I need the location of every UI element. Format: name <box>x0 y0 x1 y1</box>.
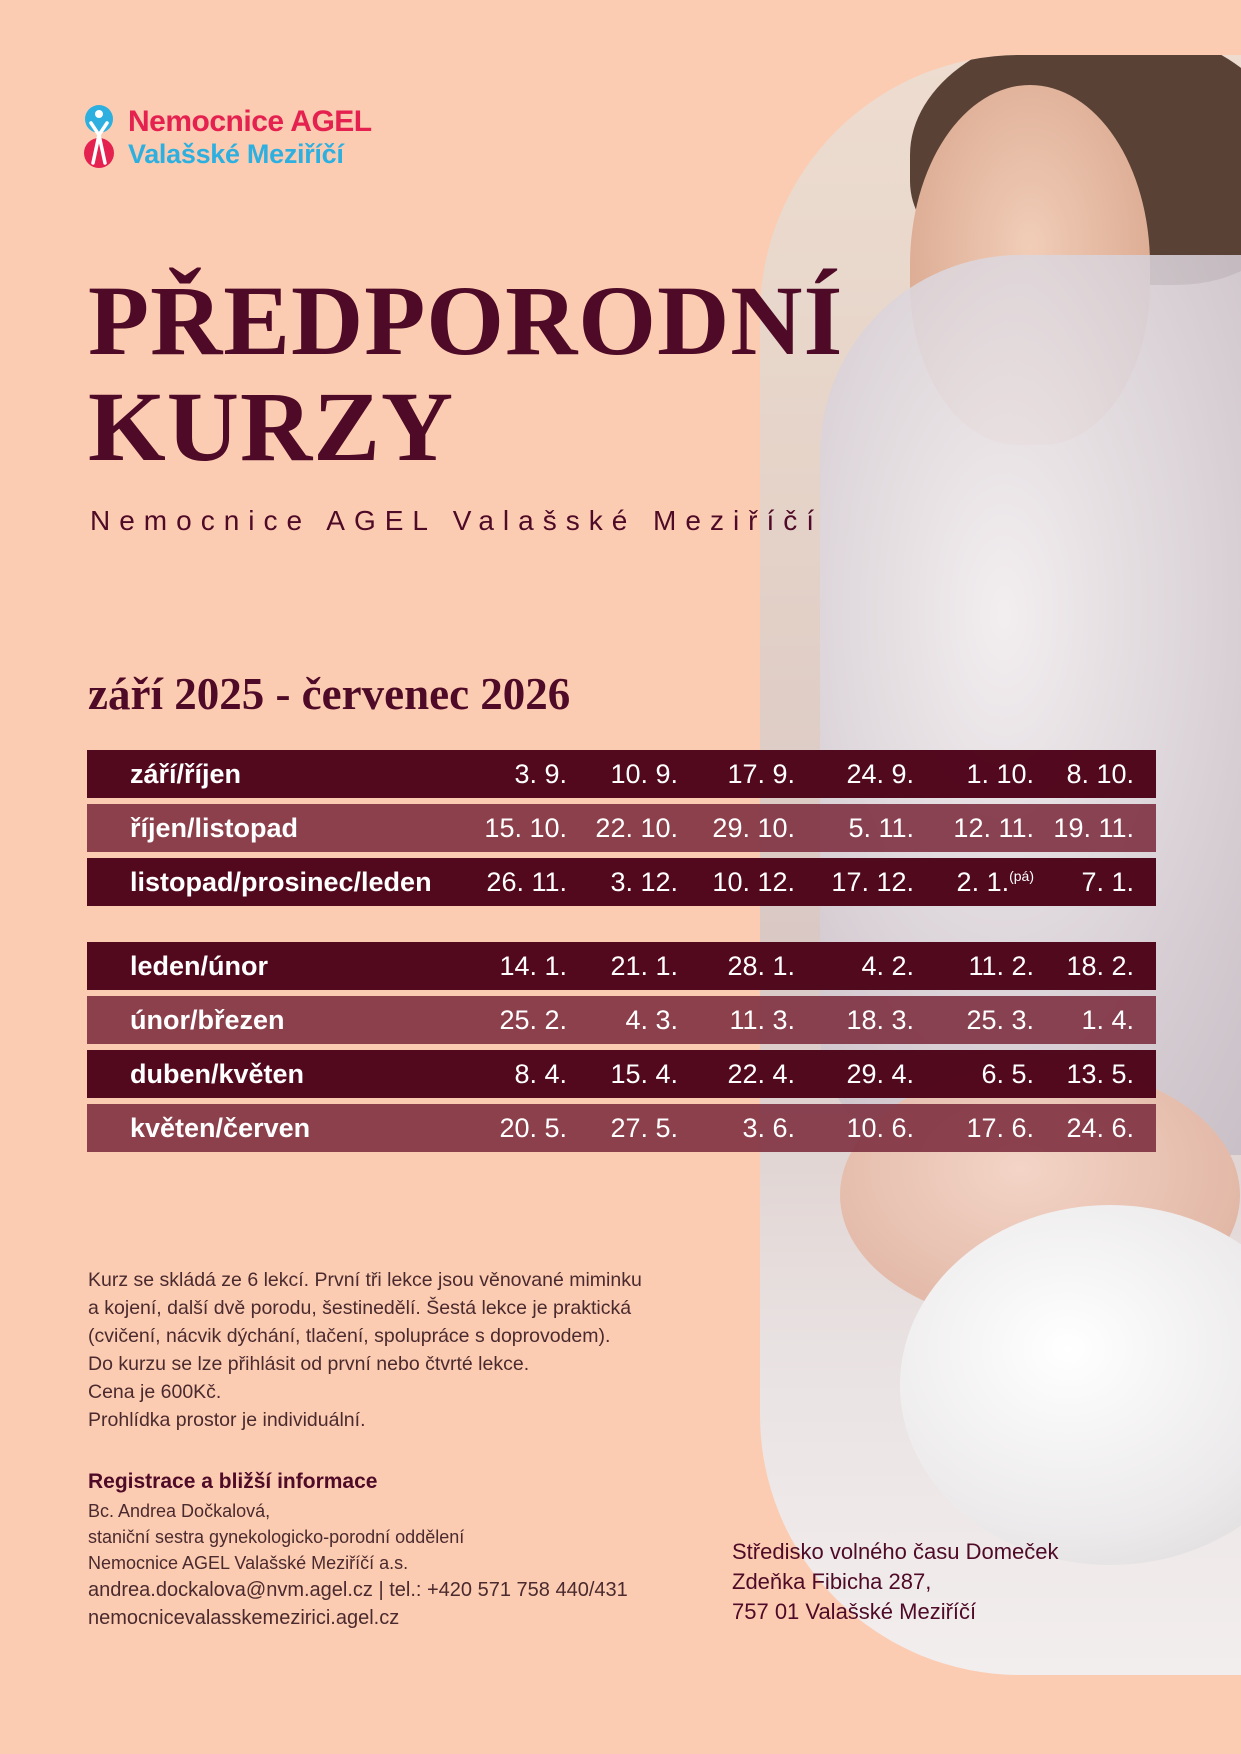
date-cell: 17. 9. <box>727 759 795 789</box>
date-cell: 19. 11. <box>1053 813 1134 843</box>
page-title <box>88 265 844 482</box>
date-cell: 11. 3. <box>729 1005 795 1035</box>
date-cell: 25. 2. <box>499 1005 567 1035</box>
venue-address <box>732 1537 1059 1627</box>
row-label: duben/květen <box>130 1059 305 1089</box>
date-cell: 20. 5. <box>499 1113 567 1143</box>
schedule-table <box>87 750 1156 1158</box>
venue-line-2: Zdeňka Fibicha 287, <box>732 1569 932 1594</box>
date-cell: 14. 1. <box>499 951 567 981</box>
date-cell: 15. 4. <box>610 1059 678 1089</box>
date-cell: 5. 11. <box>848 813 914 843</box>
contact-heading: Registrace a bližší informace <box>88 1470 378 1493</box>
row-label: květen/červen <box>130 1113 311 1143</box>
info-line: (cvičení, nácvik dýchání, tlačení, spolupráce s doprovodem). <box>88 1325 611 1347</box>
date-cell: 17. 6. <box>966 1113 1034 1143</box>
date-cell: 17. 12. <box>831 867 914 897</box>
date-cell: 4. 3. <box>625 1005 678 1035</box>
schedule-row <box>87 804 1156 852</box>
date-cell: 7. 1. <box>1081 867 1134 897</box>
info-line: Cena je 600Kč. <box>88 1381 222 1403</box>
contact-role: staniční sestra gynekologicko-porodní oddělení <box>88 1527 465 1547</box>
date-cell: 11. 2. <box>968 951 1034 981</box>
date-cell: 25. 3. <box>966 1005 1034 1035</box>
contact-block <box>88 1470 728 1632</box>
date-cell: 29. 4. <box>846 1059 914 1089</box>
contact-website[interactable]: nemocnicevalasskemezirici.agel.cz <box>88 1607 400 1629</box>
date-cell: 3. 12. <box>610 867 678 897</box>
contact-organization: Nemocnice AGEL Valašské Meziříčí a.s. <box>88 1553 409 1573</box>
season-heading: září 2025 - červenec 2026 <box>88 669 571 719</box>
schedule-row <box>87 996 1156 1044</box>
date-cell: 4. 2. <box>861 951 914 981</box>
date-cell: 12. 11. <box>953 813 1034 843</box>
info-line: Do kurzu se lze přihlásit od první nebo čtvrté lekce. <box>88 1353 530 1375</box>
date-cell: 10. 9. <box>610 759 678 789</box>
info-line: a kojení, další dvě porodu, šestinedělí. Šestá lekce je praktická <box>88 1297 632 1319</box>
contact-email-phone[interactable]: andrea.dockalova@nvm.agel.cz | tel.: +420 571 758 440/431 <box>88 1579 628 1601</box>
date-cell-with-note <box>934 858 1034 906</box>
info-line: Kurz se skládá ze 6 lekcí. První tři lekce jsou věnované miminku <box>88 1269 642 1291</box>
venue-line-1: Středisko volného času Domeček <box>732 1539 1059 1564</box>
row-label: leden/únor <box>130 951 269 981</box>
date-cell: 24. 6. <box>1066 1113 1134 1143</box>
schedule-row <box>87 750 1156 798</box>
date-cell: 28. 1. <box>727 951 795 981</box>
schedule-row <box>87 942 1156 990</box>
date-cell: 8. 4. <box>514 1059 567 1089</box>
row-label: říjen/listopad <box>130 813 299 843</box>
date-cell: 21. 1. <box>610 951 678 981</box>
date-cell: 18. 2. <box>1066 951 1134 981</box>
row-label: září/říjen <box>130 759 242 789</box>
date-cell: 10. 12. <box>712 867 795 897</box>
course-info <box>88 1266 728 1434</box>
schedule-row <box>87 858 1156 906</box>
contact-name: Bc. Andrea Dočkalová, <box>88 1501 271 1521</box>
date-cell: 8. 10. <box>1066 759 1134 789</box>
logo-line-1: Nemocnice AGEL <box>128 105 372 138</box>
date-cell: 26. 11. <box>486 867 567 897</box>
date-cell: 6. 5. <box>981 1059 1034 1089</box>
date-cell: 18. 3. <box>846 1005 914 1035</box>
subtitle: Nemocnice AGEL Valašské Meziříčí <box>90 505 824 536</box>
date-cell: 27. 5. <box>610 1113 678 1143</box>
friday-note: (pá) <box>1009 868 1034 884</box>
row-label: únor/březen <box>130 1005 285 1035</box>
date-cell: 24. 9. <box>846 759 914 789</box>
page-title-line-1: PŘEDPORODNÍ <box>88 265 844 376</box>
date-cell: 1. 10. <box>966 759 1034 789</box>
venue-line-3: 757 01 Valašské Meziříčí <box>732 1599 977 1624</box>
date-cell: 10. 6. <box>846 1113 914 1143</box>
schedule-row <box>87 1050 1156 1098</box>
date-cell: 15. 10. <box>484 813 567 843</box>
date-cell: 3. 6. <box>742 1113 795 1143</box>
date-cell: 3. 9. <box>514 759 567 789</box>
info-line: Prohlídka prostor je individuální. <box>88 1409 366 1431</box>
logo-line-2: Valašské Meziříčí <box>128 139 344 169</box>
date-cell: 13. 5. <box>1066 1059 1134 1089</box>
date-value: 2. 1. <box>956 867 1010 897</box>
date-cell: 22. 10. <box>595 813 678 843</box>
date-cell: 29. 10. <box>712 813 795 843</box>
page-title-line-2: KURZY <box>88 371 455 482</box>
row-label: listopad/prosinec/leden <box>130 867 432 897</box>
date-cell: 1. 4. <box>1081 1005 1134 1035</box>
date-cell: 22. 4. <box>727 1059 795 1089</box>
schedule-row <box>87 1104 1156 1152</box>
logo-figure-icon <box>82 105 116 169</box>
